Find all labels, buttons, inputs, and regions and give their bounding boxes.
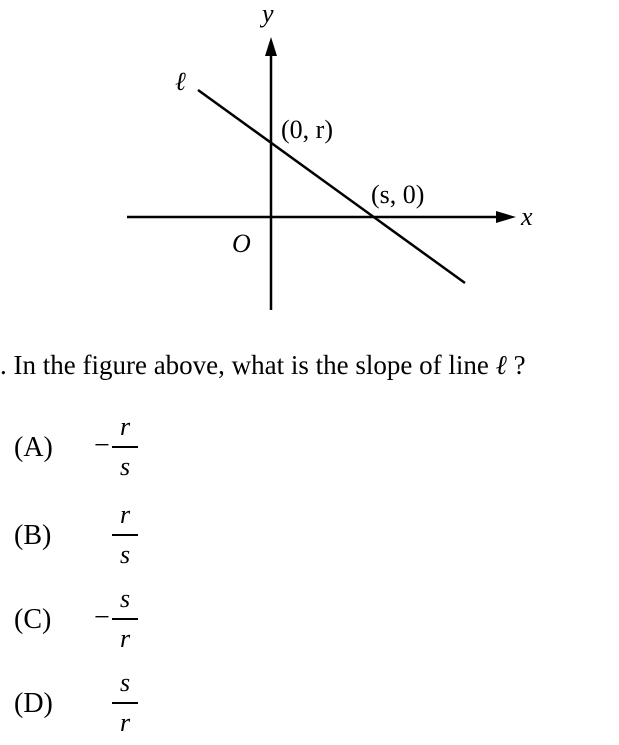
question-body: In the figure above, what is the slope of line (13, 350, 489, 380)
choice-numerator: s (119, 584, 131, 613)
choice-numerator: r (119, 500, 131, 529)
x-axis-arrowhead (496, 211, 516, 223)
fraction-bar (112, 702, 138, 704)
choice-fraction (112, 668, 138, 738)
choice-sign: − (94, 430, 110, 461)
origin-label: O (232, 229, 251, 258)
choice-a[interactable] (14, 412, 214, 482)
choice-denominator: r (119, 708, 131, 737)
choice-fraction (112, 412, 138, 482)
choice-letter: (A) (14, 432, 53, 463)
y-axis-label: y (262, 0, 274, 28)
choice-denominator: s (119, 540, 131, 569)
question-mark: ? (513, 350, 526, 380)
question-text (0, 350, 526, 381)
y-axis-arrowhead (265, 37, 277, 56)
choice-numerator: r (119, 412, 131, 441)
line-label: ℓ (175, 67, 186, 96)
choice-fraction (112, 584, 138, 654)
coordinate-figure (0, 0, 619, 320)
choice-letter: (D) (14, 688, 53, 719)
fraction-bar (112, 446, 138, 448)
choice-b[interactable] (14, 500, 214, 570)
x-axis-label: x (521, 202, 533, 231)
y-intercept-label: (0, r) (281, 115, 333, 144)
choice-letter: (B) (14, 520, 52, 551)
choice-denominator: r (119, 624, 131, 653)
choice-d[interactable] (14, 668, 214, 738)
choice-denominator: s (119, 452, 131, 481)
x-intercept-label: (s, 0) (371, 180, 425, 209)
choice-numerator: s (119, 668, 131, 697)
choice-sign: − (94, 602, 110, 633)
question-line-symbol: ℓ (495, 350, 507, 380)
fraction-bar (112, 618, 138, 620)
choice-fraction (112, 500, 138, 570)
choice-c[interactable] (14, 584, 214, 654)
choice-letter: (C) (14, 604, 52, 635)
fraction-bar (112, 534, 138, 536)
question-number-fragment: . (0, 350, 7, 380)
